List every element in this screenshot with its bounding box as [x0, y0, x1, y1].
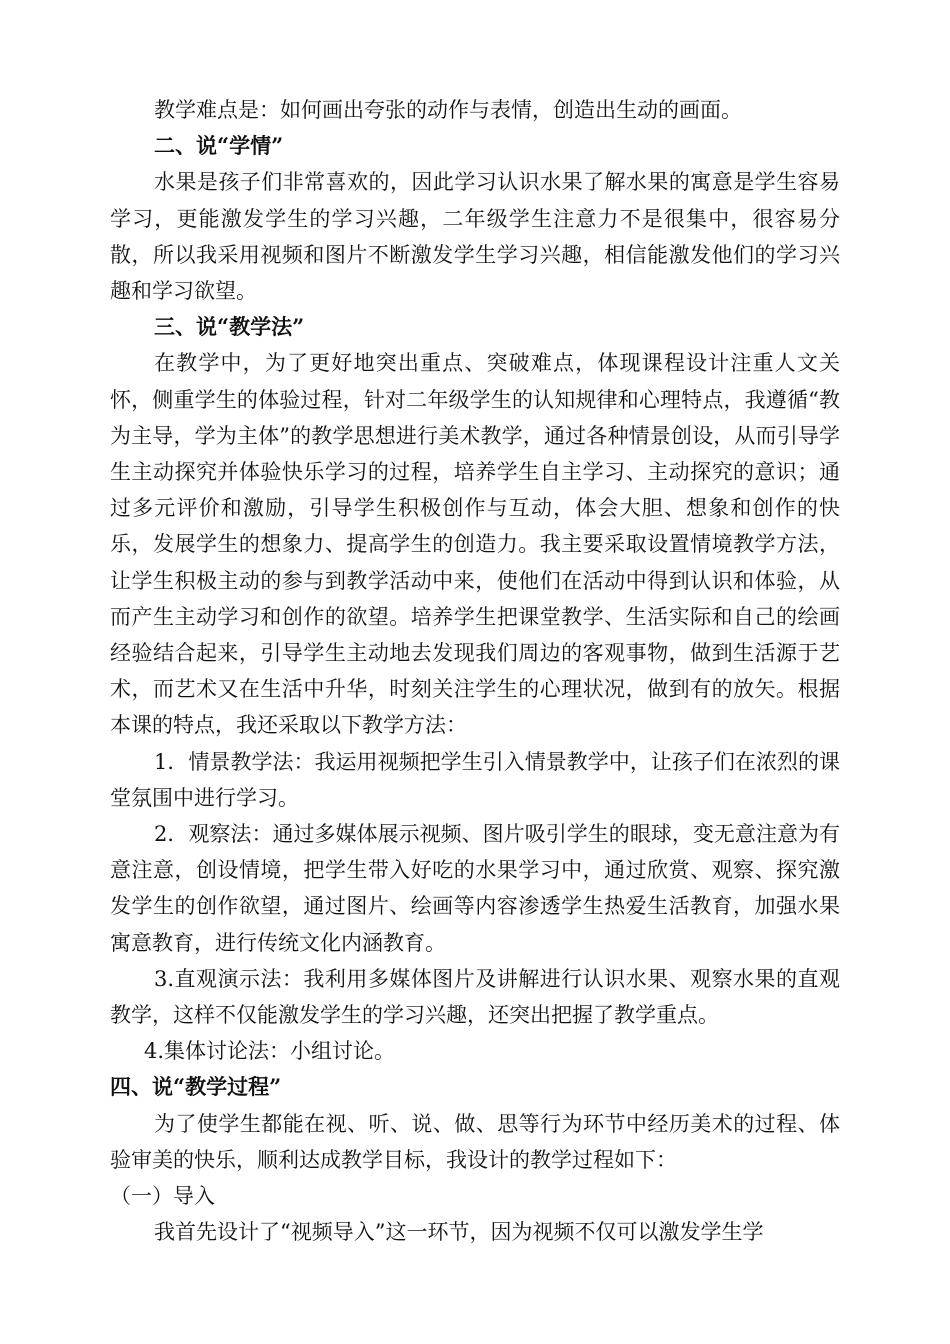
method-item-discussion: 4.集体讨论法：小组讨论。: [144, 1039, 396, 1064]
section-heading-teaching-method: 三、说“教学法”: [154, 314, 305, 340]
teaching-process-paragraph: 为了使学生都能在视、听、说、做、思等行为环节中经历美术的过程、体验审美的快乐，顺利达成教学目标，我设计的教学过程如下：: [110, 1111, 840, 1172]
difficulty-paragraph: 教学难点是：如何画出夸张的动作与表情，创造出生动的画面。: [154, 98, 742, 122]
teaching-method-paragraph: 在教学中，为了更好地突出重点、突破难点，体现课程设计注重人文关怀，侧重学生的体验过程，针对二年级学生的认知规律和心理特点，我遵循“教为主导，学为主体”的教学思想进行美术教学，通过各种情景创设，从而引导学生主动探究并体验快乐学习的过程，培养学生自主学习、主动探究的意识；通过多元评价和激励，引导学生积极创作与互动，体会大胆、想象和创作的快乐，发展学生的想象力、提高学生的创造力。我主要采取设置情境教学方法，让学生积极主动的参与到教学活动中来，使他们在活动中得到认识和体验，从而产生主动学习和创作的欲望。培养学生把课堂教学、生活实际和自己的绘画经验结合起来，引导学生主动地去发现我们周边的客观事物，做到生活源于艺术，而艺术又在生活中升华，时刻关注学生的心理状况，做到有的放矢。根据本课的特点，我还采取以下教学方法：: [110, 351, 840, 738]
subsection-heading-introduction: （一）导入: [110, 1184, 215, 1209]
method-item-scenario: 1．情景教学法：我运用视频把学生引入情景教学中，让孩子们在浓烈的课堂氛围中进行学习。: [110, 749, 840, 810]
method-item-demonstration: 3.直观演示法：我利用多媒体图片及讲解进行认识水果、观察水果的直观教学，这样不仅能激发学生的学习兴趣，还突出把握了教学重点。: [110, 966, 840, 1028]
section-heading-teaching-process: 四、说“教学过程”: [110, 1074, 282, 1100]
method-item-observation: 2．观察法：通过多媒体展示视频、图片吸引学生的眼球，变无意注意为有意注意，创设情境，把学生带入好吃的水果学习中，通过欣赏、观察、探究激发学生的创作欲望，通过图片、绘画等内容渗透学生热爱生活教育，加强水果寓意教育，进行传统文化内涵教育。: [110, 822, 840, 955]
section-heading-learning-situation: 二、说“学情”: [154, 133, 284, 159]
introduction-paragraph: 我首先设计了“视频导入”这一环节，因为视频不仅可以激发学生学: [154, 1220, 764, 1245]
learning-situation-paragraph: 水果是孩子们非常喜欢的，因此学习认识水果了解水果的寓意是学生容易学习，更能激发学生的学习兴趣，二年级学生注意力不是很集中，很容易分散，所以我采用视频和图片不断激发学生学习兴趣，相信能激发他们的学习兴趣和学习欲望。: [110, 170, 840, 304]
